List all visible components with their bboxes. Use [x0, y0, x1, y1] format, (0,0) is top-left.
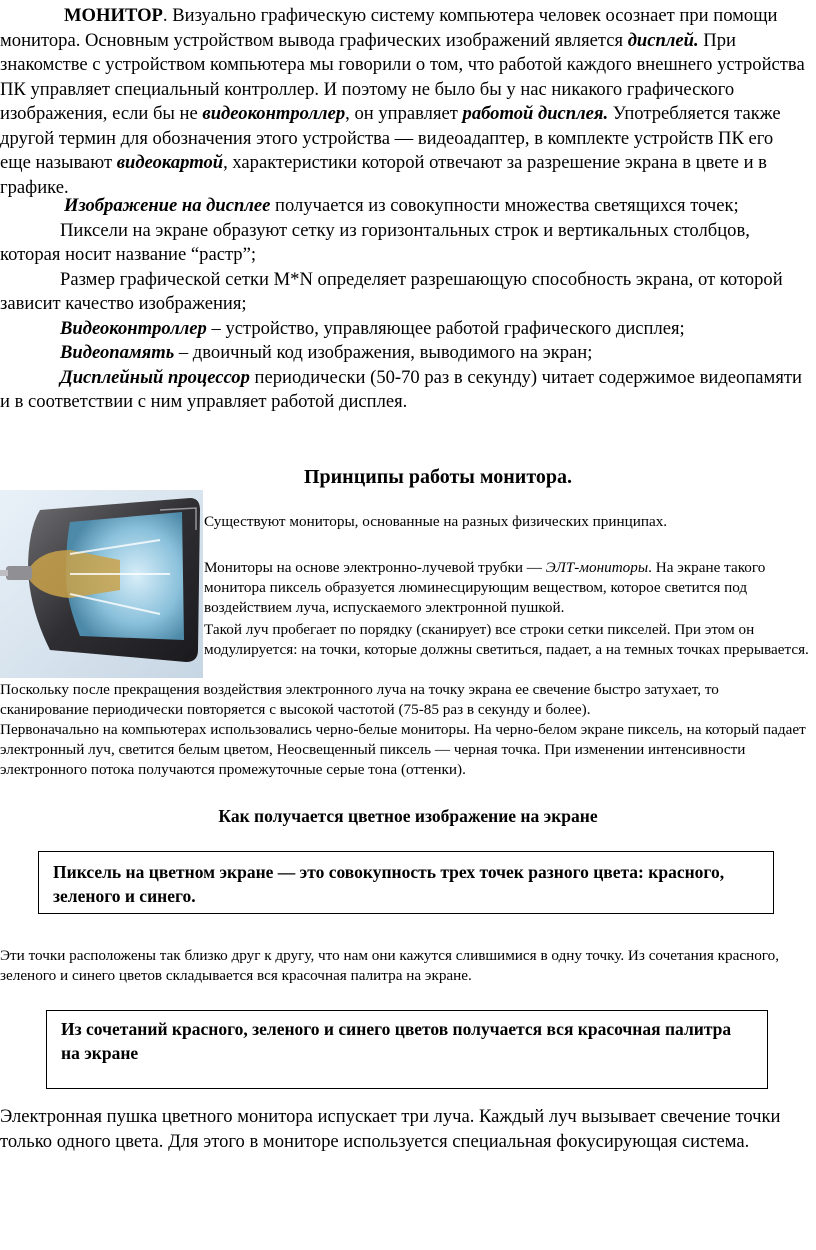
definitions — [0, 194, 806, 415]
definition-pixels: Пиксели на экране образуют сетку из горизонтальных строк и вертикальных столбцов, которая носит название “растр”; — [0, 219, 750, 265]
scan-description: Такой луч пробегает по порядку (сканирует) все строки сетки пикселей. При этом он модулируется: на точки, которые должны светиться, падает, а на темных точках прерывается. — [204, 621, 809, 658]
definition-grid: Размер графической сетки M*N определяет разрешающую способность экрана, от которой зависит качество изображения; — [0, 268, 783, 314]
crt-description: Мониторы на основе электронно-лучевой трубки — ЭЛТ-мониторы. На экране такого монитора пиксель образуется люминесцирующим веществом, которое светится под воздействием луча, испускаемого электронной пушкой. — [204, 559, 766, 616]
principles-heading: Принципы работы монитора. — [303, 466, 573, 488]
videocontroller-term: видеоконтроллер — [202, 103, 346, 124]
color-heading: Как получается цветное изображение на экране — [218, 806, 598, 826]
principles-intro: Существуют мониторы, основанные на разных физических принципах. — [204, 513, 668, 530]
definition-image: Изображение на дисплее получается из совокупности множества светящихся точек; — [64, 195, 739, 216]
decay-description: Поскольку после прекращения воздействия электронного луча на точку экрана ее свечение быстро затухает, то сканирование периодически повторяется с высокой частотой (75-85 раз в секунду и более). — [0, 681, 719, 718]
definition-videomemory: Видеопамять – двоичный код изображения, выводимого на экран; — [60, 342, 593, 363]
pixel-definition-box: Пиксель на цветном экране — это совокупность трех точек разного цвета: красного, зеленого и синего. — [38, 851, 774, 914]
bw-description: Первоначально на компьютерах использовались черно-белые мониторы. На черно-белом экране пиксель, на который падает электронный луч, светится белым цветом, Неосвещенный пиксель — черная точка. При изменении интенсивности электронного потока получаются промежуточные серые тона (оттенки). — [0, 721, 806, 778]
electron-gun-text: Электронная пушка цветного монитора испускает три луча. Каждый луч вызывает свечение точки только одного цвета. Для этого в мониторе используется специальная фокусирующая система. — [0, 1106, 781, 1152]
crt-monitor-image — [0, 490, 203, 678]
crt-term: ЭЛТ-мониторы — [545, 559, 649, 576]
monitor-term: МОНИТОР — [64, 5, 163, 26]
display-term: дисплей. — [627, 29, 699, 51]
display-work-term: работой дисплея. — [462, 103, 609, 124]
color-mixing-text: Эти точки расположены так близко друг к другу, что нам они кажутся слившимися в одну точку. Из сочетания красного, зеленого и синего цветов складывается вся красочная палитра на экране. — [0, 947, 780, 984]
definition-videocontroller: Видеоконтроллер – устройство, управляющее работой графического дисплея; — [60, 317, 685, 339]
definition-display-processor: Дисплейный процессор периодически (50-70 раз в секунду) читает содержимое видеопамяти и в соответствии с ним управляет работой дисплея. — [0, 366, 802, 412]
videocard-term: видеокартой — [116, 152, 224, 173]
palette-box: Из сочетаний красного, зеленого и синего цветов получается вся красочная палитра на экране — [46, 1010, 768, 1089]
intro-paragraph: МОНИТОР. Визуально графическую систему компьютера человек осознает при помощи монитора. Основным устройством вывода графических изображений является дисплей. При знакомстве с устройством компьютера мы говорили о том, что работой каждого внешнего устройства ПК управляет специальный контроллер. И поэтому не было бы у нас никакого графического изображения, если бы не видеоконтроллер, он управляет работой дисплея. Употребляется также другой термин для обозначения этого устройства — видеоадаптер, в комплекте устройств ПК его еще называют видеокартой, характеристики которой отвечают за разрешение экрана в цвете и в графике. — [0, 5, 805, 198]
